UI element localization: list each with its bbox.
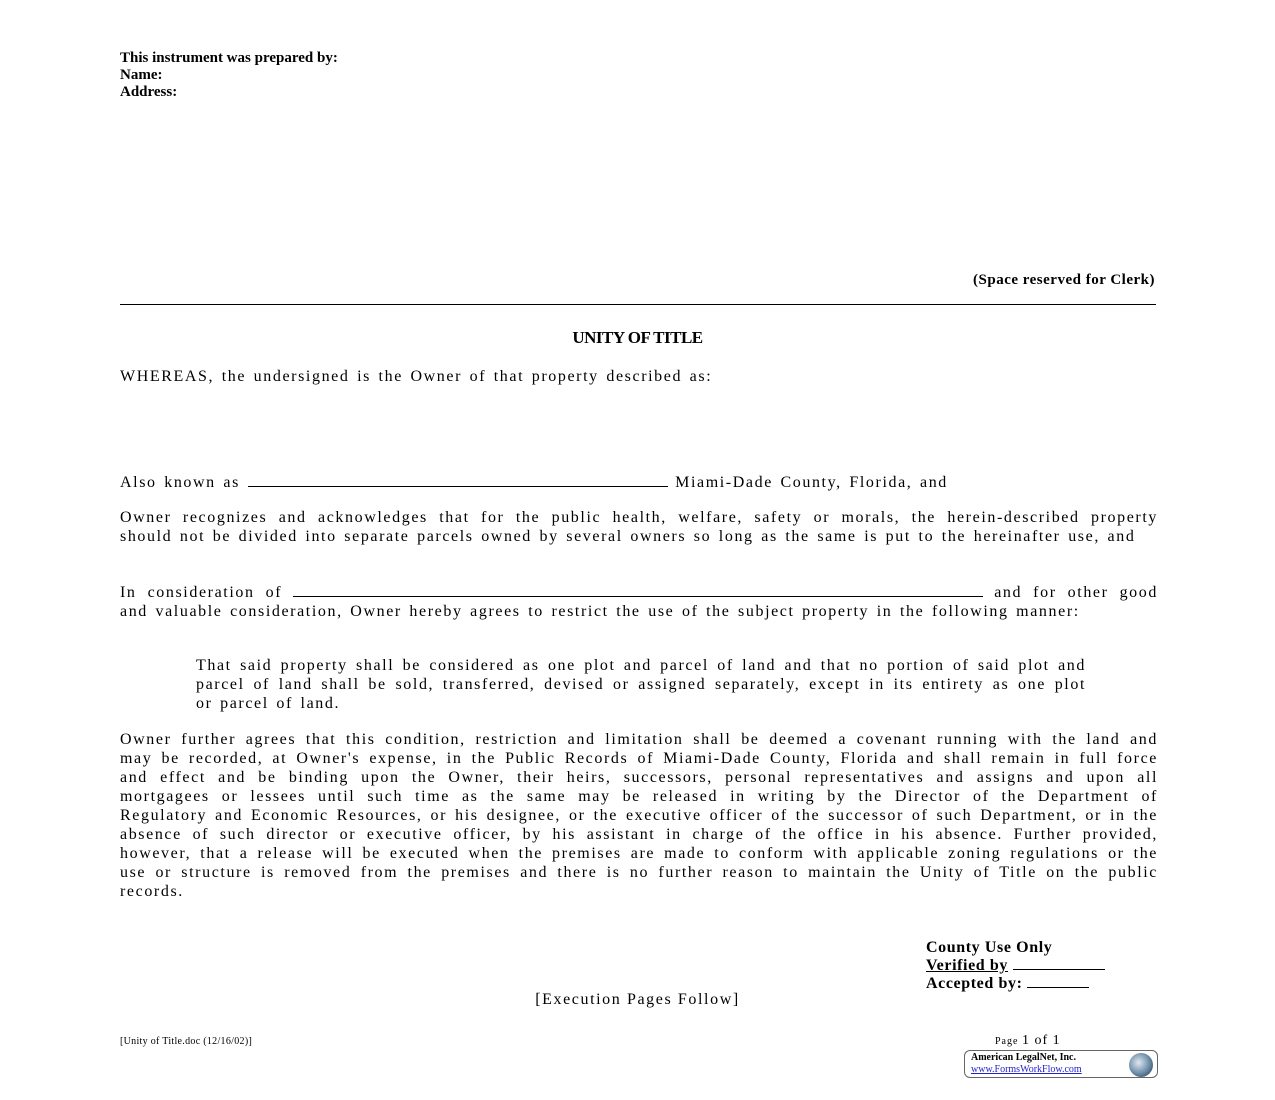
execution-note: [Execution Pages Follow] bbox=[535, 991, 740, 1008]
preparer-block bbox=[120, 50, 338, 101]
globe-icon bbox=[1129, 1053, 1153, 1077]
county-use-heading: County Use Only bbox=[926, 939, 1053, 956]
recognizes-paragraph: Owner recognizes and acknowledges that for the public health, welfare, safety or morals, the herein-described property should not be divided into separate parcels owned by several owners so long as the same is put to the hereinafter use, and bbox=[120, 509, 1158, 545]
footer-doc-id: [Unity of Title.doc (12/16/02)] bbox=[120, 1036, 253, 1047]
clerk-space-note: (Space reserved for Clerk) bbox=[973, 272, 1155, 288]
page-label: Page bbox=[995, 1036, 1019, 1047]
logo-url-link[interactable]: www.FormsWorkFlow.com bbox=[971, 1064, 1082, 1075]
prepared-by-label: This instrument was prepared by: bbox=[120, 50, 338, 66]
page-number bbox=[995, 1033, 1061, 1049]
also-known-suffix: Miami-Dade County, Florida, and bbox=[675, 474, 948, 491]
page-count: 1 of 1 bbox=[1021, 1033, 1061, 1048]
accepted-by-label: Accepted by: bbox=[926, 975, 1023, 992]
also-known-blank[interactable] bbox=[248, 472, 668, 487]
further-agrees-paragraph: Owner further agrees that this condition, restriction and limitation shall be deemed a covenant running with the land and may be recorded, at Owner's expense, in the Public Records of Miami-Dade County, Florida and shall remain in full force and effect and be binding upon the Owner, their heirs, successors, personal representatives and assigns and upon all mortgagees or lessees until such time as the same may be released in writing by the Director of the Department of Regulatory and Economic Resources, or his designee, or the executive officer of the successor of such Department, or in the absence of such director or executive officer, by his assistant in charge of the office in his absence. Further provided, however, that a release will be executed when the premises are made to conform with applicable zoning regulations or the use or structure is removed from the premises and there is no further reason to maintain the Unity of Title on the public records. bbox=[120, 731, 1158, 900]
logo-company-name: American LegalNet, Inc. bbox=[971, 1052, 1076, 1063]
consideration-prefix: In consideration of bbox=[120, 584, 283, 601]
verified-by-label: Verified by bbox=[926, 957, 1009, 974]
consideration-paragraph bbox=[120, 582, 1158, 621]
restriction-paragraph: That said property shall be considered as one plot and parcel of land and that no portion of said plot and parcel of land shall be sold, transferred, devised or assigned separately, except in its entirety as one plot or parcel of land. bbox=[196, 657, 1086, 712]
whereas-paragraph: WHEREAS, the undersigned is the Owner of that property described as: bbox=[120, 368, 713, 385]
address-label: Address: bbox=[120, 84, 178, 100]
verified-by-blank[interactable] bbox=[1013, 957, 1105, 970]
name-label: Name: bbox=[120, 67, 163, 83]
county-use-block bbox=[926, 939, 1105, 993]
consideration-blank[interactable] bbox=[293, 582, 983, 597]
american-legalnet-logo bbox=[964, 1050, 1158, 1078]
also-known-prefix: Also known as bbox=[120, 474, 240, 491]
accepted-by-blank[interactable] bbox=[1027, 975, 1089, 988]
document-title: UNITY OF TITLE bbox=[572, 328, 703, 347]
consideration-suffix: and for other good and valuable consideration, Owner hereby agrees to restrict the use of the subject property in the following manner: bbox=[120, 584, 1158, 620]
also-known-line bbox=[120, 472, 1158, 492]
divider-line bbox=[120, 304, 1156, 305]
